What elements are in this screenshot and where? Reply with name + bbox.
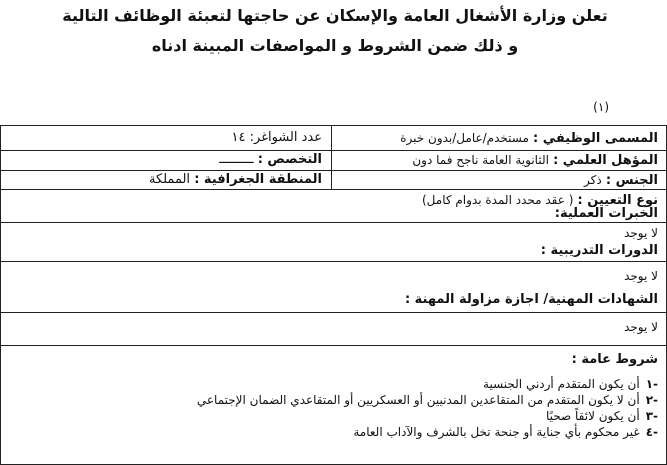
specialization-value: ـــــــــ <box>219 152 254 167</box>
general-conditions-label: شروط عامة : <box>571 352 658 367</box>
condition-text: غير محكوم بأي جناية أو جنحة تخل بالشرف والآداب العامة <box>353 425 640 439</box>
specialization-field <box>219 152 322 168</box>
region-label: المنطقة الجغرافية : <box>194 172 322 187</box>
condition-item <box>197 408 658 424</box>
row-divider <box>1 189 667 190</box>
gender-field <box>584 172 658 189</box>
condition-item <box>197 424 658 440</box>
gender-label: الجنس : <box>605 173 658 188</box>
vacancies-label: عدد الشواغر: <box>249 130 322 145</box>
gender-value: ذكر <box>584 173 602 187</box>
specialization-label: التخصص : <box>257 152 322 167</box>
appointment-value: ( عقد محدد المدة بدوام كامل) <box>422 193 574 207</box>
appointment-label: نوع التعيين : <box>577 193 658 208</box>
vacancies-field <box>232 130 322 146</box>
condition-item <box>197 392 658 408</box>
condition-item <box>197 376 658 392</box>
job-title-field <box>400 130 658 147</box>
announcement-title: تعلن وزارة الأشغال العامة والإسكان عن حاجتها لتعبئة الوظائف التالية <box>62 6 608 25</box>
condition-text: أن لا يكون المتقدم من المتقاعدين المدنيين أو العسكريين أو المتقاعدي الضمان الإجتماعي <box>196 393 640 407</box>
item-number: (١) <box>593 100 609 114</box>
condition-number: -٢ <box>645 393 658 407</box>
experience-label: الخبرات العملية: <box>554 206 658 221</box>
column-divider <box>331 126 332 189</box>
experience-value: لا يوجد <box>624 226 658 240</box>
row-divider <box>1 312 667 313</box>
region-value: المملكة <box>148 172 191 187</box>
condition-number: -٤ <box>645 425 658 439</box>
condition-number: -١ <box>645 377 658 391</box>
row-divider <box>1 345 667 346</box>
qualification-field <box>412 152 658 169</box>
job-title-value: مستخدم/عامل/بدون خبرة <box>400 131 529 145</box>
job-title-label: المسمى الوظيفي : <box>533 131 658 146</box>
vacancies-value: ١٤ <box>231 130 246 145</box>
row-divider <box>1 261 667 262</box>
general-conditions-list <box>197 376 658 440</box>
condition-text: أن يكون لائقاً صحيًا <box>545 409 640 423</box>
certificates-value: لا يوجد <box>624 320 658 334</box>
qualification-value: الثانوية العامة ناجح فما دون <box>412 153 549 167</box>
certificates-label: الشهادات المهنية/ اجازة مزاولة المهنة : <box>404 292 658 307</box>
qualification-label: المؤهل العلمي : <box>553 153 658 168</box>
row-divider <box>1 222 667 223</box>
row-divider <box>1 170 667 171</box>
announcement-subtitle: و ذلك ضمن الشروط و المواصفات المبينة ادناه <box>151 36 519 55</box>
courses-label: الدورات التدريبية : <box>540 243 658 258</box>
condition-number: -٣ <box>645 409 658 423</box>
job-details-table <box>0 125 667 465</box>
condition-text: أن يكون المتقدم أردني الجنسية <box>483 377 640 391</box>
row-divider <box>1 150 667 151</box>
courses-value: لا يوجد <box>624 269 658 283</box>
region-field <box>149 172 322 188</box>
